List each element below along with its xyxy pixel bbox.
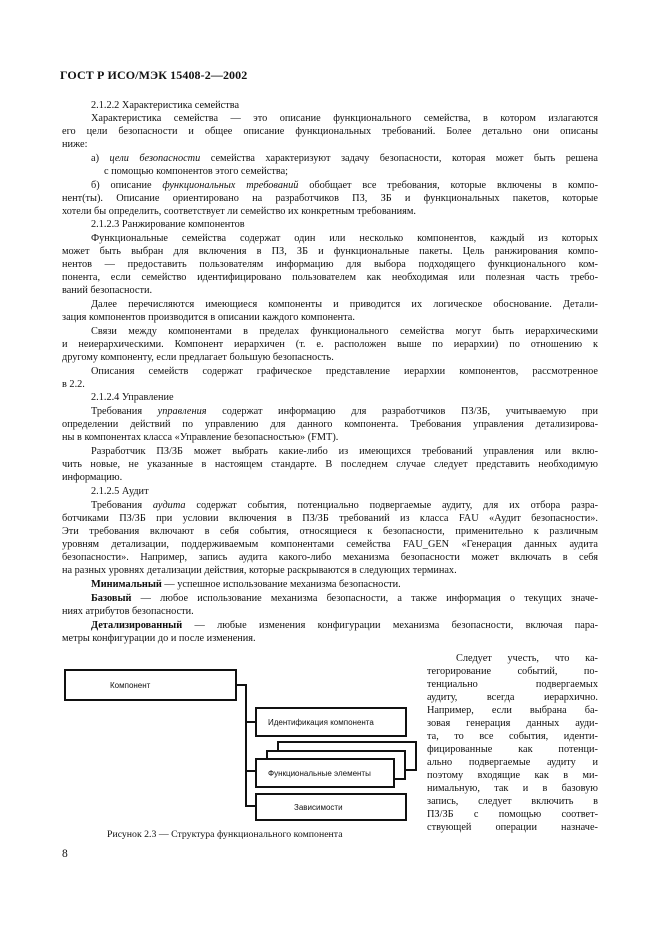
list-marker: б) описание [91,180,163,191]
paragraph-line: Связи между компонентами в пределах функционального семейства могут быть иерархическими [91,326,598,337]
side-text-column [427,652,598,834]
side-line: Например, если выбрана ба- [427,705,598,716]
figure-caption: Рисунок 2.3 — Структура функционального компонента [107,829,343,840]
paragraph-line: на разных уровнях детализации действия, которые раскрываются в следующих терминах. [62,565,457,576]
paragraph-line: другому компоненту, если предлагает большую безопасность. [62,352,334,363]
paragraph-line: понента, если семейство идентифицировано пользователем как необходимая или полезная часть требо- [62,272,598,283]
definition: — любое использование механизма безопасности, а также информация о текущих значе- [131,593,598,604]
side-line: фицированные как потенци- [427,744,598,755]
paragraph-line: может быть выбран для включения в ПЗ, ЗБ и функциональные пакеты. Цель ранжирования компо- [62,246,598,257]
term: Базовый [91,593,132,604]
paragraph-line: чить новые, не указанные в настоящем стандарте. В последнем случае следует представить необходимую [62,459,598,470]
section-2124-title: 2.1.2.4 Управление [91,392,174,403]
definition: — любые изменения конфигурации механизма безопасности, включая пара- [182,620,598,631]
box-identification [255,707,407,737]
term-basic [91,592,598,605]
paragraph-line [91,499,598,512]
box-elements [255,758,395,788]
side-line: зовая генерация данных ауди- [427,718,598,729]
paragraph-line: ниях атрибутов безопасности. [62,606,194,617]
paragraph-line: ны в компонентах класса «Управление безопасностью» (FMT). [62,432,339,443]
text-span: содержат события, потенциально подвергаемые аудиту, для их отбора разра- [185,500,599,511]
side-line: поэтому входящие как в ми- [427,770,598,781]
box-label: Идентификация компонента [268,717,374,727]
paragraph-line: определении действий по управлению для данного компонента. Требования управления детализирова- [62,419,598,430]
side-line: аудиту, всегда иерархично. [427,692,598,703]
side-line: тенциально подвергаемых [427,679,598,690]
list-item-a-cont: с помощью компонентов этого семейства; [104,166,289,177]
paragraph-line: зация компонентов производится в описании каждого компонента. [62,312,355,323]
emphasis: управления [157,406,207,417]
connector-line [245,721,255,723]
box-dependencies [255,793,407,821]
side-line: Следует учесть, что ка- [456,653,598,664]
section-2125-title: 2.1.2.5 Аудит [91,486,149,497]
connector-line [245,805,255,807]
term-detailed [91,619,598,632]
emphasis: функциональных требований [162,180,299,191]
paragraph-line: Функциональные семейства содержат один или несколько компонентов, каждый из которых [91,233,598,244]
paragraph-line: уровням детализации, поддерживаемым компонентами семейства FAU_GEN «Генерация данных аудита [62,539,598,550]
side-line: запись, следует включить в [427,796,598,807]
term: Детализированный [91,620,183,631]
list-text: семейства характеризуют задачу безопасности, которая может быть решена [200,153,599,164]
section-2123-title: 2.1.2.3 Ранжирование компонентов [91,219,245,230]
term-minimal [91,578,401,591]
paragraph-line: нент(ты). Описание ориентировано на разработчиков ПЗ, ЗБ и функциональных пакетов, которые [62,193,598,204]
connector-line [245,684,247,807]
side-line: та, то все события, иденти- [427,731,598,742]
page-number: 8 [62,848,68,860]
list-item-a [91,152,598,165]
side-line: ПЗ/ЗБ с помощью соответ- [427,809,598,820]
paragraph-line: Характеристика семейства — это описание функционального семейства, в котором излагаются [91,113,598,124]
side-line: ально подвергаемые аудиту и [427,757,598,768]
document-header: ГОСТ Р ИСО/МЭК 15408-2—2002 [60,68,248,82]
section-2122-title: 2.1.2.2 Характеристика семейства [91,100,240,111]
paragraph-line: Эти требования включают в себя события, относящиеся к безопасности, применительно к различным [62,526,598,537]
paragraph-line: в 2.2. [62,379,85,390]
paragraph-line: безопасности». Например, запись аудита какого-либо механизма безопасности может включать в себя [62,552,598,563]
text-span: Требования [91,500,153,511]
box-label: Зависимости [294,802,343,812]
paragraph-line: и неиерархическими. Компонент иерархичен (т. е. расположен выше по иерархии) по отношению к [62,339,598,350]
text-span: Требования [91,406,158,417]
paragraph-line: хотели бы определить, соответствует ли семейство их конкретным требованиям. [62,206,416,217]
text-span: содержат информацию для разработчиков ПЗ/ЗБ, учитываемую при [206,406,598,417]
paragraph-line: Разработчик ПЗ/ЗБ может выбрать какие-либо из имеющихся требований управления или вклю- [91,446,598,457]
paragraph-line: нентов — предоставить пользователям информацию для выбора подходящего функционального ком- [62,259,598,270]
paragraph-line: ваний безопасности. [62,285,153,296]
list-item-b [91,179,598,192]
paragraph-line [91,405,598,418]
paragraph-line: Описания семейств содержат графическое представление иерархии компонентов, рассмотренное [91,366,598,377]
box-component [64,669,237,701]
emphasis: аудита [152,500,186,511]
box-label: Компонент [110,680,151,690]
list-text: обобщает все требования, которые включены в компо- [298,180,599,191]
side-line: нимальную, так и в базовую [427,783,598,794]
paragraph-line: ниже: [62,139,88,150]
paragraph-line: метры конфигурации до и после изменения. [62,633,256,644]
paragraph-line: информацию. [62,472,123,483]
side-line: ствующей операции назначе- [427,822,598,833]
emphasis: цели безопасности [109,153,201,164]
side-line: тегорирование событий, по- [427,666,598,677]
paragraph-line: его цели безопасности и общее описание функциональных требований. Более детально они описаны [62,126,598,137]
list-marker: а) [91,153,110,164]
box-label: Функциональные элементы [268,768,371,778]
definition: — успешное использование механизма безопасности. [161,579,401,590]
term: Минимальный [91,579,162,590]
paragraph-line: Далее перечисляются имеющиеся компоненты и приводится их логическое обоснование. Детали- [91,299,598,310]
connector-line [245,770,255,772]
paragraph-line: ботчиками ПЗ/ЗБ при условии включения в ПЗ/ЗБ требований из класса FAU «Аудит безопасности». [62,513,598,524]
